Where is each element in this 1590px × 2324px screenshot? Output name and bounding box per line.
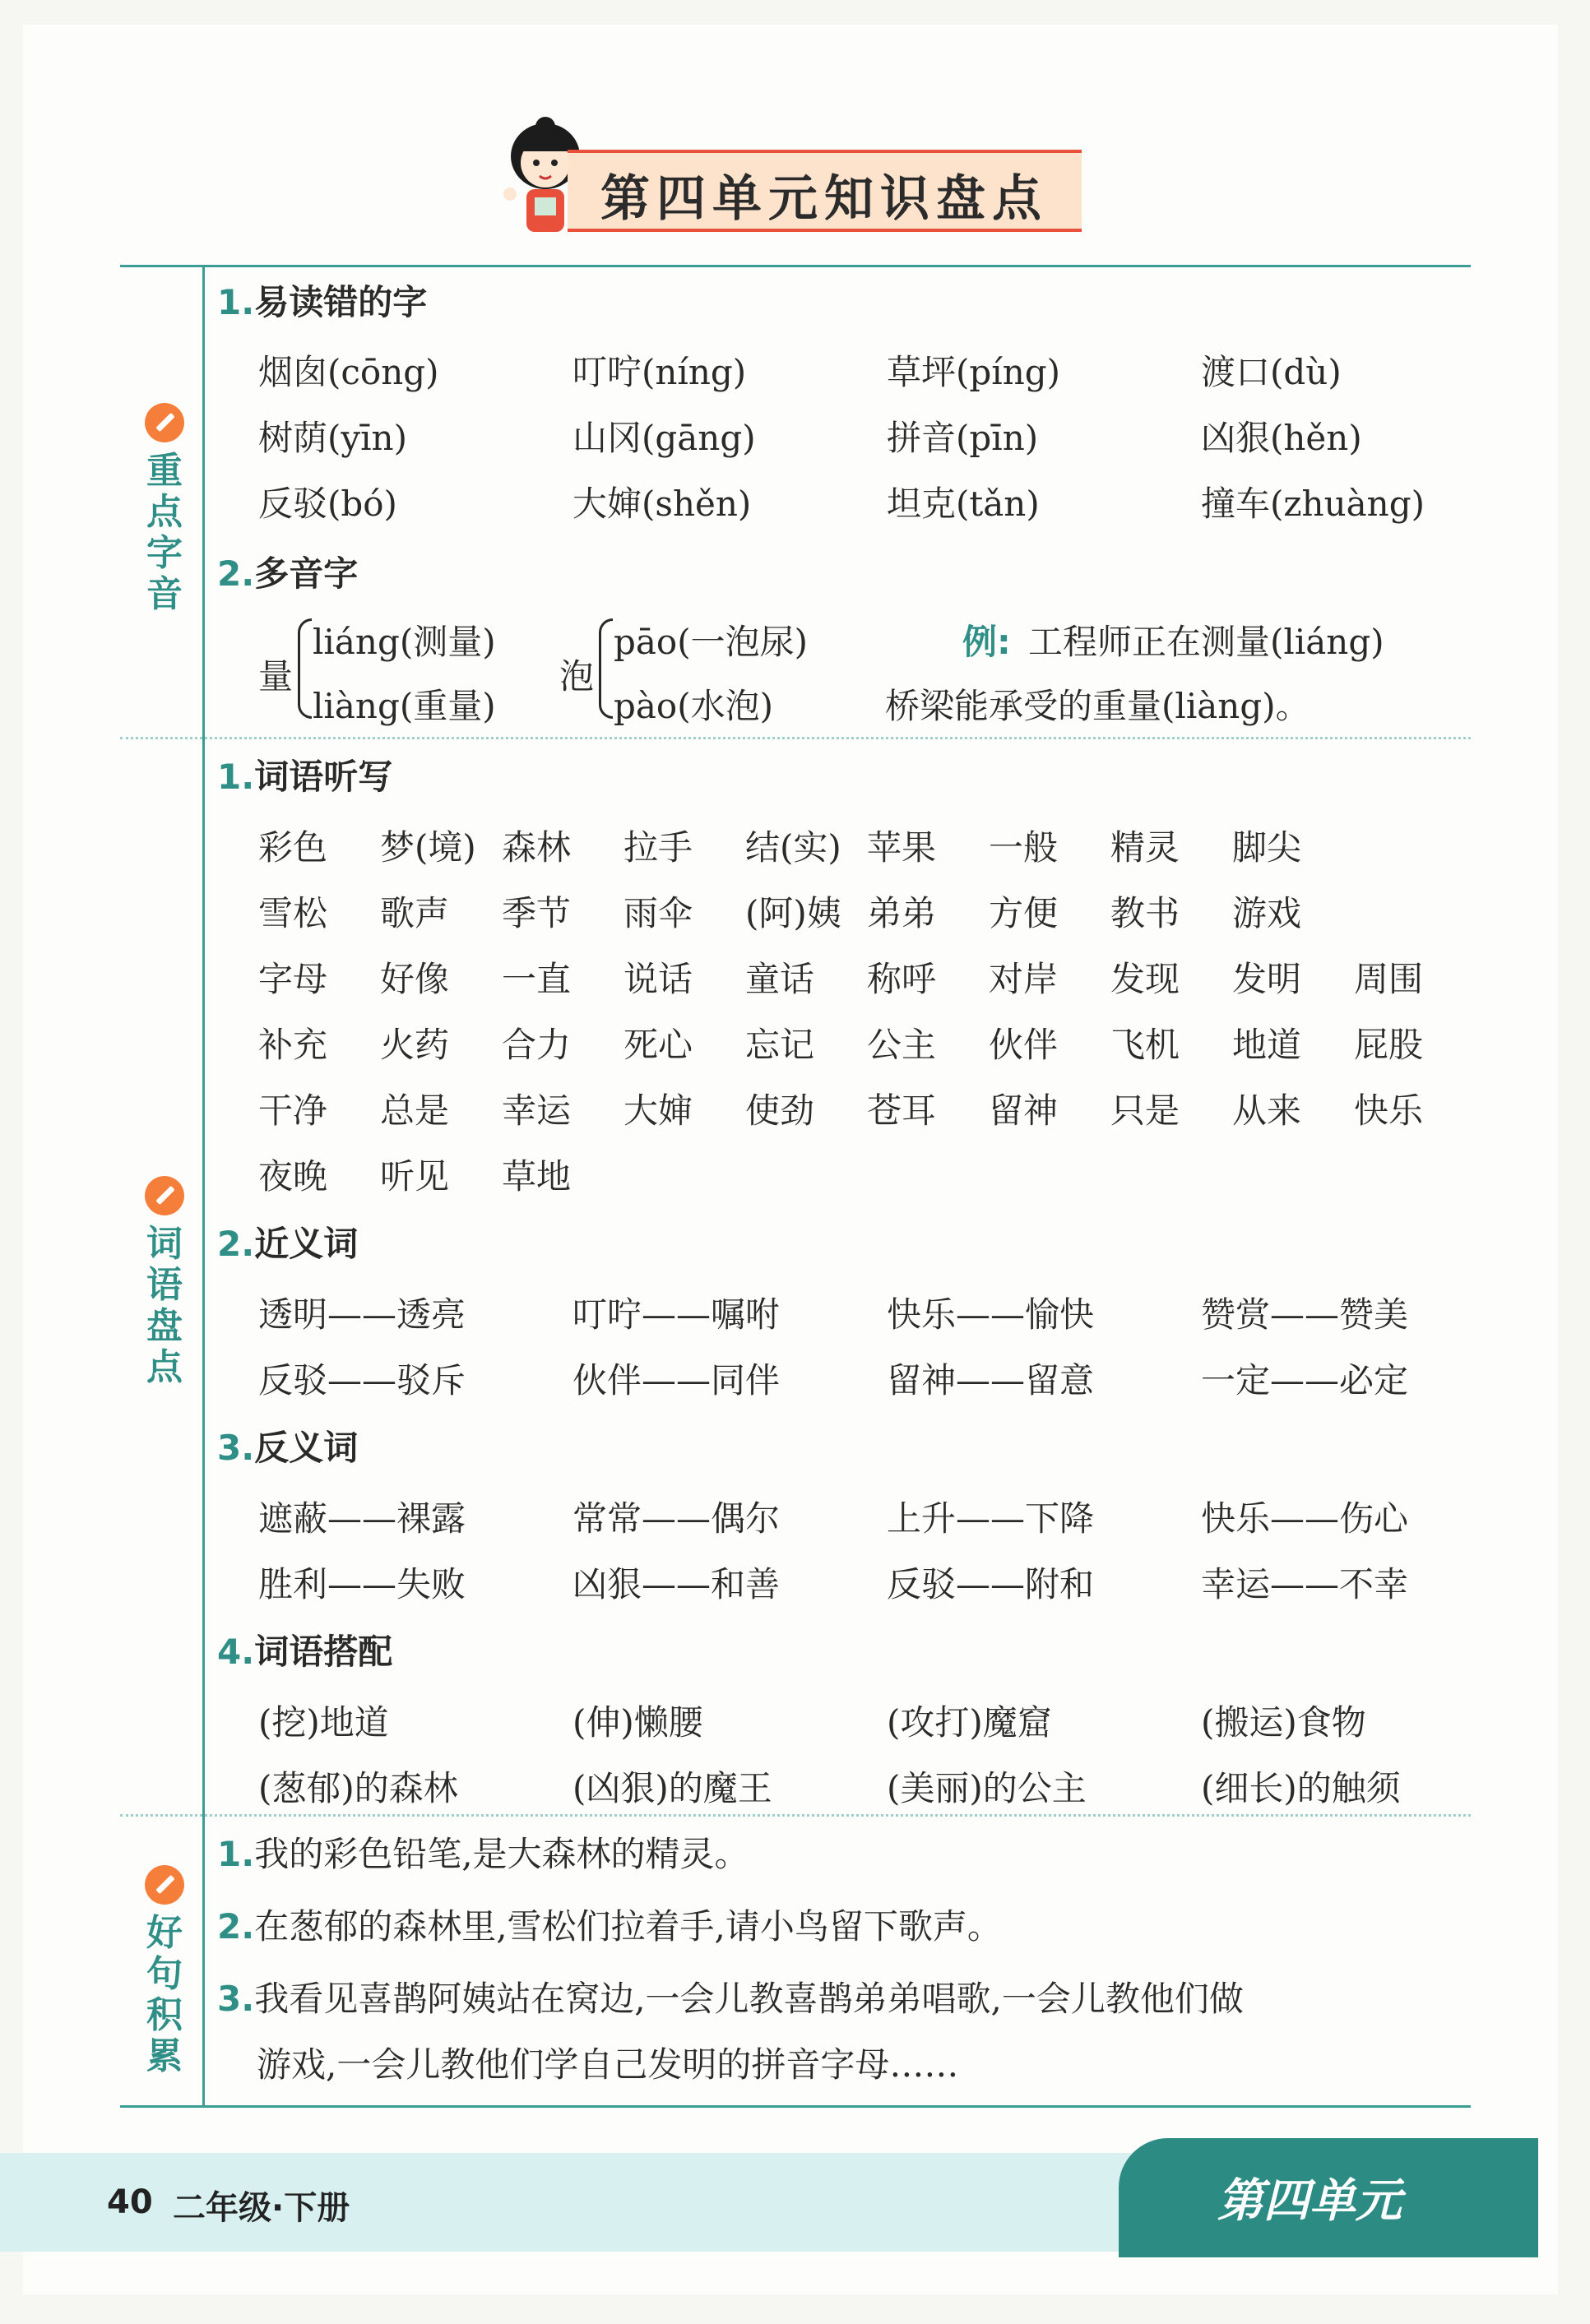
section-label-vocabulary: 词语盘点 — [140, 1176, 189, 1388]
synonym-pair: 反驳——驳斥 — [258, 1360, 466, 1400]
top-rule — [120, 265, 1471, 267]
dictation-word: 使劲 — [745, 1090, 815, 1131]
dictation-word: 周围 — [1354, 959, 1424, 999]
dictation-word: 留神 — [989, 1090, 1059, 1131]
dictation-word: 地道 — [1232, 1025, 1302, 1065]
heading-antonyms: 3.反义词 — [217, 1428, 359, 1468]
heading-collocations: 4.词语搭配 — [217, 1632, 393, 1672]
antonym-pair: 幸运——不幸 — [1201, 1564, 1409, 1604]
sentence-1: 1.我的彩色铅笔,是大森林的精灵。 — [217, 1834, 749, 1874]
polyphonic-char-liang: 量 — [258, 656, 294, 697]
dictation-word: 一直 — [502, 959, 572, 999]
sentence-2: 2.在葱郁的森林里,雪松们拉着手,请小鸟留下歌声。 — [217, 1906, 1002, 1947]
misread-word: 叮咛(níng) — [572, 352, 747, 392]
example-line-1: 工程师正在测量(liáng) — [1028, 622, 1384, 662]
dictation-word: 对岸 — [989, 959, 1059, 999]
dictation-word: 快乐 — [1354, 1090, 1424, 1131]
misread-word: 拼音(pīn) — [887, 418, 1039, 458]
misread-word: 坦克(tǎn) — [887, 484, 1040, 524]
poly-pao-b: pào(水泡) — [614, 686, 773, 726]
sentence-3: 3.我看见喜鹊阿姨站在窝边,一会儿教喜鹊弟弟唱歌,一会儿教他们做 — [217, 1979, 1244, 2019]
collocation: (挖)地道 — [258, 1702, 389, 1743]
dictation-word: 苹果 — [867, 827, 937, 868]
pencil-icon — [145, 1176, 184, 1215]
dictation-word: 公主 — [867, 1025, 937, 1065]
unit-label: 第四单元 — [1217, 2174, 1402, 2228]
misread-word: 草坪(píng) — [887, 352, 1061, 392]
dictation-word: 苍耳 — [867, 1090, 937, 1131]
pencil-icon — [145, 1865, 184, 1905]
synonym-pair: 快乐——愉快 — [887, 1294, 1095, 1335]
misread-word: 烟囱(cōng) — [258, 352, 439, 392]
misread-word: 反驳(bó) — [258, 484, 397, 524]
page-number: 40 — [107, 2183, 153, 2221]
heading-dictation: 1.词语听写 — [217, 757, 393, 797]
antonym-pair: 常常——偶尔 — [572, 1498, 781, 1539]
misread-word: 大婶(shěn) — [572, 484, 752, 524]
dictation-word: 童话 — [745, 959, 815, 999]
synonym-pair: 透明——透亮 — [258, 1294, 466, 1335]
page-title: 第四单元知识盘点 — [600, 170, 1048, 228]
dictation-word: 发明 — [1232, 959, 1302, 999]
example-line-2: 桥梁能承受的重量(liàng)。 — [885, 686, 1310, 726]
poly-liang-b: liàng(重量) — [313, 686, 496, 726]
dictation-word: 草地 — [502, 1156, 572, 1197]
dictation-word: 幸运 — [502, 1090, 572, 1131]
misread-word: 凶狠(hěn) — [1201, 418, 1362, 458]
dictation-word: 只是 — [1110, 1090, 1180, 1131]
misread-word: 撞车(zhuàng) — [1201, 484, 1425, 524]
synonym-pair: 一定——必定 — [1201, 1360, 1409, 1400]
dictation-word: 方便 — [989, 893, 1059, 933]
antonym-pair: 快乐——伤心 — [1201, 1498, 1409, 1539]
dictation-word: 字母 — [258, 959, 328, 999]
polyphonic-char-pao: 泡 — [559, 656, 595, 697]
section-divider-1 — [120, 737, 1471, 739]
brace — [298, 618, 312, 719]
dictation-word: 好像 — [380, 959, 450, 999]
collocation: (凶狠)的魔王 — [572, 1768, 772, 1808]
antonym-pair: 胜利——失败 — [258, 1564, 466, 1604]
misread-word: 树荫(yīn) — [258, 418, 407, 458]
antonym-pair: 遮蔽——裸露 — [258, 1498, 466, 1539]
dictation-word: 夜晚 — [258, 1156, 328, 1197]
synonym-pair: 伙伴——同伴 — [572, 1360, 781, 1400]
antonym-pair: 凶狠——和善 — [572, 1564, 781, 1604]
dictation-word: 称呼 — [867, 959, 937, 999]
synonym-pair: 留神——留意 — [887, 1360, 1095, 1400]
dictation-word: 弟弟 — [867, 893, 937, 933]
poly-liang-a: liáng(测量) — [313, 622, 496, 662]
collocation: (伸)懒腰 — [572, 1702, 703, 1743]
dictation-word: 梦(境) — [380, 827, 476, 868]
dictation-word: 教书 — [1110, 893, 1180, 933]
collocation: (攻打)魔窟 — [887, 1702, 1052, 1743]
brace — [599, 618, 613, 719]
dictation-word: 补充 — [258, 1025, 328, 1065]
dictation-word: 屁股 — [1354, 1025, 1424, 1065]
dictation-word: 脚尖 — [1232, 827, 1302, 868]
dictation-word: 合力 — [502, 1025, 572, 1065]
sidebar-rule — [202, 265, 205, 2107]
misread-word: 山冈(gāng) — [572, 418, 756, 458]
antonym-pair: 反驳——附和 — [887, 1564, 1095, 1604]
dictation-word: 拉手 — [623, 827, 693, 868]
dictation-word: 从来 — [1232, 1090, 1302, 1131]
section-divider-2 — [120, 1814, 1471, 1817]
dictation-word: 说话 — [623, 959, 693, 999]
heading-synonyms: 2.近义词 — [217, 1224, 359, 1264]
section-label-pronunciation: 重点字音 — [140, 403, 189, 615]
dictation-word: 伙伴 — [989, 1025, 1059, 1065]
collocation: (葱郁)的森林 — [258, 1768, 458, 1808]
collocation: (搬运)食物 — [1201, 1702, 1366, 1743]
dictation-word: 雨伞 — [623, 893, 693, 933]
dictation-word: 干净 — [258, 1090, 328, 1131]
dictation-word: 死心 — [623, 1025, 693, 1065]
section-label-sentences: 好句积累 — [140, 1865, 189, 2077]
example-label: 例: — [962, 622, 1011, 662]
dictation-word: 彩色 — [258, 827, 328, 868]
dictation-word: 忘记 — [745, 1025, 815, 1065]
dictation-word: 飞机 — [1110, 1025, 1180, 1065]
dictation-word: 精灵 — [1110, 827, 1180, 868]
collocation: (细长)的触须 — [1201, 1768, 1401, 1808]
synonym-pair: 叮咛——嘱咐 — [572, 1294, 781, 1335]
dictation-word: 歌声 — [380, 893, 450, 933]
title-banner — [568, 150, 1082, 232]
heading-easy-misread: 1.易读错的字 — [217, 282, 428, 322]
dictation-word: 一般 — [989, 827, 1059, 868]
dictation-word: 火药 — [380, 1025, 450, 1065]
dictation-word: 森林 — [502, 827, 572, 868]
dictation-word: 大婶 — [623, 1090, 693, 1131]
dictation-word: 季节 — [502, 893, 572, 933]
dictation-word: 总是 — [380, 1090, 450, 1131]
pencil-icon — [145, 403, 184, 442]
dictation-word: 雪松 — [258, 893, 328, 933]
synonym-pair: 赞赏——赞美 — [1201, 1294, 1409, 1335]
grade-label: 二年级·下册 — [173, 2189, 350, 2227]
sentence-3-cont: 游戏,一会儿教他们学自己发明的拼音字母…… — [257, 2044, 959, 2085]
dictation-word: 发现 — [1110, 959, 1180, 999]
poly-pao-a: pāo(一泡尿) — [614, 622, 808, 662]
dictation-word: 结(实) — [745, 827, 841, 868]
collocation: (美丽)的公主 — [887, 1768, 1087, 1808]
dictation-word: 听见 — [380, 1156, 450, 1197]
misread-word: 渡口(dù) — [1201, 352, 1342, 392]
antonym-pair: 上升——下降 — [887, 1498, 1095, 1539]
bottom-rule — [120, 2105, 1471, 2108]
dictation-word: (阿)姨 — [745, 893, 841, 933]
dictation-word: 游戏 — [1232, 893, 1302, 933]
heading-polyphonic: 2.多音字 — [217, 553, 359, 594]
